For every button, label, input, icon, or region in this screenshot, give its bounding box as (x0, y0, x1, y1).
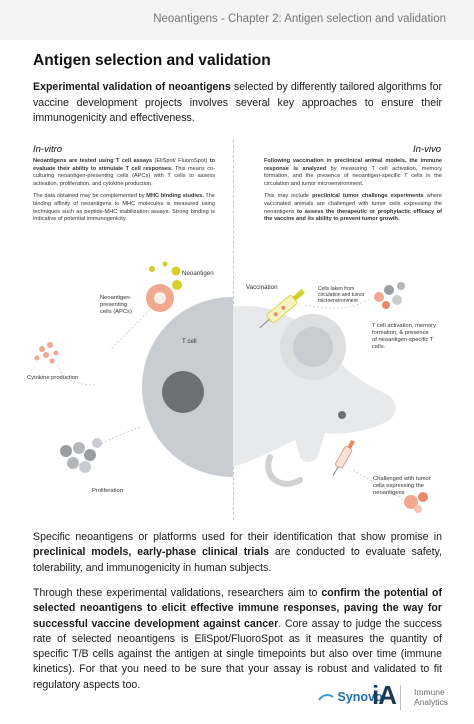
synovo-swoosh-icon (318, 692, 334, 702)
arrow-apc-tcell (110, 310, 150, 350)
chapter-title: Neoantigens - Chapter 2: Antigen selection and validation (153, 13, 446, 25)
immune-word: Immune (414, 687, 445, 697)
label-t-cell: T cell (182, 338, 197, 345)
paragraph-clinical-pre: Specific neoantigens or platforms used for their identification that show promise in (33, 531, 442, 543)
paragraph-clinical-rest: are conducted to evaluate safety, tolerability, and immunogenicity in human subjects. (33, 546, 442, 574)
apc-cell-icon (146, 262, 182, 313)
in-vivo-p2-mid: where vaccinated animals are challenged with tumor cells expressing the neoantigens (264, 193, 442, 215)
in-vivo-p2-bold2: to assess the therapeutic or prophylactic efficacy of the vaccine and its ability to prevent tumor growth. (264, 208, 442, 223)
label-activation: T cell activation, memory formation, & presence of neoantigen-specific T cells. (372, 323, 437, 350)
page-title: Antigen selection and validation (33, 52, 271, 69)
arrow-proliferation (100, 427, 140, 445)
intro-rest: selected by differently tailored algorithms for vaccine development projects involves several key approaches to ensure their immunogenicity and effectiveness. (33, 81, 442, 124)
paragraph-clinical (33, 530, 442, 576)
paragraph-conclusion-rest: . Core assay to judge the success rate of selected neoantigens is EliSpot/FluoroSpot as it measures the quantity of specific T/B cells against the antigen at single timepoints but also over time (immune kinetics). For that you need to be sure that your assay is robust and validated to fit regulatory aspects too. (33, 617, 442, 691)
paragraph-conclusion-pre: Through these experimental validations, researchers aim to (33, 587, 322, 599)
in-vivo-text (264, 158, 442, 229)
proliferation-icon (60, 438, 102, 473)
paragraph-conclusion (33, 586, 442, 693)
in-vitro-p2-pre: The data obtained may be complemented by (33, 193, 147, 200)
in-vitro-text (33, 158, 215, 229)
footer-separator (400, 685, 401, 710)
in-vivo-p2 (264, 193, 442, 223)
intro-lead: Experimental validation of neoantigens (33, 81, 231, 93)
in-vitro-p1-bold: Neoantigens are tested using T cell assays (33, 158, 153, 164)
in-vitro-heading: In-vitro (33, 144, 63, 155)
in-vitro-p1 (33, 158, 215, 188)
in-vivo-p1-bold: Following vaccination in preclinical animal models, the immune response is analyzed (264, 158, 442, 172)
label-proliferation: Proliferation (92, 488, 123, 494)
synovo-name: Synovo (337, 690, 383, 704)
in-vitro-p1-mid: (EliSpot/ FluoroSpot) (152, 158, 210, 164)
analytics-word: Analytics (414, 697, 449, 707)
paragraph-conclusion-bold: confirm the potential of selected neoantigens to elicit effective immune responses, paving the way for successful vaccine development against cancer (33, 587, 442, 630)
in-vitro-p2-rest: The binding affinity of neoantigens to MHC molecules is measured using techniques such as peptide-MHC stabilization assays. Strong binding is indicative of potential immunogenicity. (33, 193, 215, 223)
in-vivo-p1 (264, 158, 442, 188)
in-vivo-p2-pre: This may include (264, 193, 313, 200)
intro-paragraph (33, 80, 442, 127)
challenge-syringe-icon (330, 439, 357, 478)
label-challenged: Challenged with tumor cells expressing the neoantigens (373, 476, 431, 496)
cytokine-icon (35, 342, 59, 364)
in-vitro-p1-rest: This means co-culturing neoantigen-presenting cells (APCs) with T cells to assess activation, proliferation, and cytokine production. (33, 165, 215, 187)
label-cells-taken: Cells taken from circulation and tumor microenvironment (318, 286, 365, 304)
in-vitro-p2 (33, 193, 215, 223)
label-apcs: Neoantigen- presenting cells (APCs) (100, 295, 132, 315)
in-vivo-heading: In-vivo (413, 144, 441, 155)
label-cytokine: Cytokine production (27, 375, 79, 381)
label-neoantigen: Neoantigen (182, 270, 214, 277)
validation-diagram (0, 255, 474, 520)
in-vitro-p2-bold: MHC binding studies. (146, 193, 204, 200)
immune-analytics-wordmark (414, 687, 448, 707)
circulation-cells-icon (374, 282, 405, 309)
in-vitro-p1-bold2: to evaluate their ability to stimulate T cell responses. (33, 158, 215, 172)
page-header (0, 0, 474, 40)
label-vaccination: Vaccination (246, 284, 278, 291)
immune-analytics-logo: iA (372, 680, 396, 710)
paragraph-clinical-bold: preclinical models, early-phase clinical trials (33, 546, 270, 559)
in-vivo-p2-bold: preclinical tumor challenge experiments (312, 193, 424, 200)
in-vivo-p1-rest: by measuring T cell activation, memory formation, and the presence of neoantigen-specific T cells in the circulation and tumor microenvironment. (264, 165, 442, 187)
